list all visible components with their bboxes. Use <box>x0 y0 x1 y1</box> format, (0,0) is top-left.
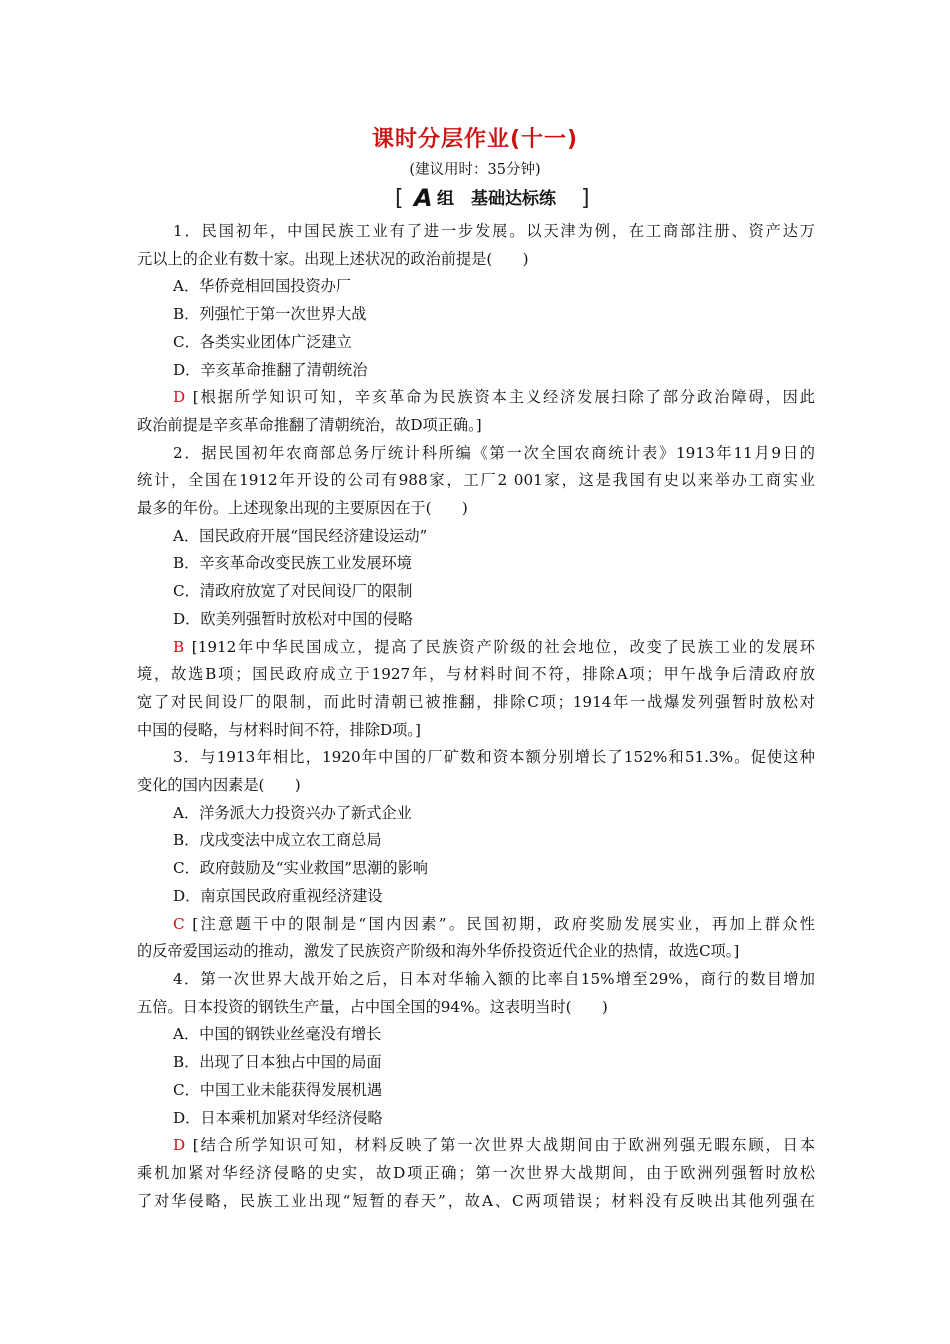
explanation-line: 政治前提是辛亥革命推翻了清朝统治，故D项正确。] <box>137 415 482 434</box>
explanation-text: [注意题干中的限制是“国内因素”。民国初期，政府奖励发展实业，再加上群众性 <box>192 914 815 933</box>
option: B．辛亥革命改变民族工业发展环境 <box>173 554 412 573</box>
option: A．国民政府开展“国民经济建设运动” <box>173 526 428 545</box>
option: A．洋务派大力投资兴办了新式企业 <box>173 803 412 822</box>
explanation-text: [根据所学知识可知，辛亥革命为民族资本主义经济发展扫除了部分政治障碍，因此 <box>192 388 815 407</box>
group-letter: A <box>414 184 433 212</box>
suggested-time: (建议用时：35分钟) <box>409 162 541 178</box>
option: C．政府鼓励及“实业救国”思潮的影响 <box>173 859 428 878</box>
question-stem-line: 五倍。日本投资的钢铁生产量，占中国全国的94%。这表明当时( ) <box>137 997 608 1016</box>
answer-letter: C <box>173 914 185 933</box>
explanation-line: 境，故选B项；国民政府成立于1927年，与材料时间不符，排除A项；甲午战争后清政府放 <box>137 665 815 684</box>
explanation-line: 的反帝爱国运动的推动，激发了民族资产阶级和海外华侨投资近代企业的热情，故选C项。] <box>137 942 740 961</box>
option: B．列强忙于第一次世界大战 <box>173 305 367 324</box>
section-heading <box>395 186 595 212</box>
option: A．中国的钢铁业丝毫没有增长 <box>173 1025 382 1044</box>
left-bracket: [ <box>395 186 404 211</box>
question-stem-line: 变化的国内因素是( ) <box>137 776 301 795</box>
question-stem-line: 统计，全国在1912年开设的公司有988家，工厂2 001家，这是我国有史以来举办工商实业 <box>137 471 815 490</box>
answer-letter: D <box>173 1136 186 1155</box>
question-stem-line: 4．第一次世界大战开始之后，日本对华输入额的比率自15%增至29%，商行的数目增加 <box>173 969 815 988</box>
option: A．华侨竞相回国投资办厂 <box>173 277 352 296</box>
option: D．欧美列强暂时放松对中国的侵略 <box>173 609 413 628</box>
group-label: 组 基础达标练 <box>437 189 556 209</box>
option: C．中国工业未能获得发展机遇 <box>173 1080 383 1099</box>
answer-explanation <box>137 634 815 662</box>
explanation-line: 宽了对民间设厂的限制，而此时清朝已被推翻，排除C项；1914年一战爆发列强暂时放松对 <box>137 692 815 711</box>
question-stem-line: 3．与1913年相比，1920年中国的厂矿数和资本额分别增长了152%和51.3%。促使这种 <box>173 748 815 767</box>
question-stem-line: 元以上的企业有数十家。出现上述状况的政治前提是( ) <box>137 249 529 268</box>
answer-letter: B <box>173 637 185 656</box>
explanation-line: 了对华侵略，民族工业出现“短暂的春天”，故A、C两项错误；材料没有反映出其他列强在 <box>137 1191 815 1210</box>
answer-explanation <box>137 911 815 939</box>
explanation-text: [结合所学知识可知，材料反映了第一次世界大战期间由于欧洲列强无暇东顾，日本 <box>192 1136 815 1155</box>
option: B．出现了日本独占中国的局面 <box>173 1053 382 1072</box>
explanation-line: 乘机加紧对华经济侵略的史实，故D项正确；第一次世界大战期间，由于欧洲列强暂时放松 <box>137 1163 815 1182</box>
answer-explanation <box>137 384 815 412</box>
right-bracket: ] <box>581 186 590 211</box>
option: B．戊戌变法中成立农工商总局 <box>173 831 382 850</box>
option: C．清政府放宽了对民间设厂的限制 <box>173 582 413 601</box>
option: D．日本乘机加紧对华经济侵略 <box>173 1108 383 1127</box>
explanation-line: 中国的侵略，与材料时间不符，排除D项。] <box>137 720 421 739</box>
question-stem-line: 2．据民国初年农商部总务厅统计科所编《第一次全国农商统计表》1913年11月9日的 <box>173 443 815 462</box>
answer-letter: D <box>173 388 186 407</box>
option: C．各类实业团体广泛建立 <box>173 332 352 351</box>
option: D．辛亥革命推翻了清朝统治 <box>173 360 368 379</box>
question-list <box>137 218 815 1215</box>
question-stem-line: 最多的年份。上述现象出现的主要原因在于( ) <box>137 499 468 518</box>
explanation-text: [1912年中华民国成立，提高了民族资产阶级的社会地位，改变了民族工业的发展环 <box>191 637 815 656</box>
question-stem-line: 1．民国初年，中国民族工业有了进一步发展。以天津为例，在工商部注册、资产达万 <box>173 222 815 240</box>
option: D．南京国民政府重视经济建设 <box>173 886 383 905</box>
page-title: 课时分层作业(十一) <box>371 127 579 152</box>
answer-explanation <box>137 1132 815 1160</box>
